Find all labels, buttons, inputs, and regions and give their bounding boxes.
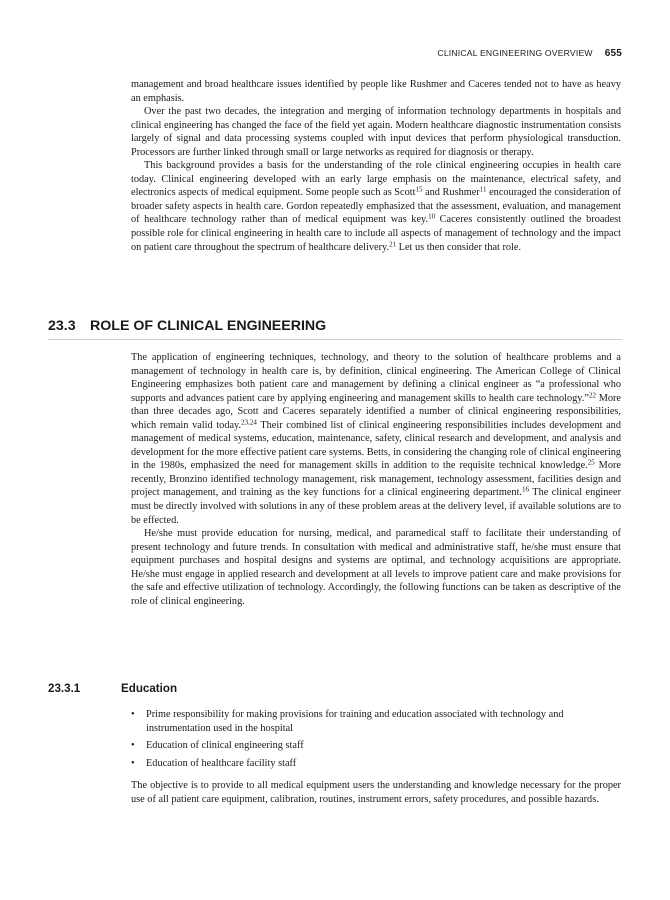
section-title: ROLE OF CLINICAL ENGINEERING bbox=[90, 318, 327, 334]
list-item: • Prime responsibility for making provisions for training and education associated with technology and instrumentation used in the hospital bbox=[131, 709, 564, 734]
section-heading bbox=[48, 318, 622, 340]
citation-ref: 25 bbox=[587, 458, 595, 467]
citation-ref: 22 bbox=[588, 391, 596, 400]
intro-paragraph-3: This background provides a basis for the understanding of the role clinical engineering occupies in health care today. Clinical engineering developed with an early large emphasis on the maintenance, electrical safety, and electronics aspects of medical equipment. Some people such as Scott$^{15}$ and Rushmer$^{11}$ encouraged the consideration of broader safety aspects in health care. Gordon repeatedly emphasized that the assessment, evaluation, and management of healthcare technology rather than of medical equipment was key.$^{10}$ Caceres consistently outlined the broadest possible role for clinical engineering in health care to include all aspects of management of technology and the impact on patient care throughout the spectrum of healthcare delivery.$^{21}$ Let us then consider that role. bbox=[131, 160, 622, 253]
subsection-number: 23.3.1 bbox=[48, 682, 81, 695]
subsection-body bbox=[131, 708, 621, 806]
intro-paragraph-1: management and broad healthcare issues identified by people like Rushmer and Caceres tended not to have as heavy an emphasis. bbox=[131, 79, 621, 104]
bullet-list bbox=[131, 708, 621, 770]
intro-paragraph-2: Over the past two decades, the integration and merging of information technology departments in hospitals and clinical engineering has changed the face of the field yet again. Modern healthcare diagnostic instrumentation consists largely of signal and data processing systems coupled with input devices that perform physiological transduction. Processors are further linked through small or large networks as required for diagnosis or therapy. bbox=[131, 106, 621, 158]
citation-ref: 23,24 bbox=[241, 418, 257, 427]
bullet-icon: • bbox=[131, 740, 135, 752]
citation-ref: 11 bbox=[479, 185, 487, 194]
section-paragraph-2: He/she must provide education for nursing, medical, and paramedical staff to facilitate their understanding of present technology and future trends. In consultation with medical and administrative staff, he/she must ensure that equipment purchases and hospital designs and systems are optimal, and technology acquisitions are appropriate. He/she must engage in applied research and development at all levels to improve patient care and make provisions for the safe and effective utilization of technology. Accordingly, the following functions can be taken as descriptive of the role of clinical engineering. bbox=[131, 528, 621, 607]
subsection-title: Education bbox=[121, 682, 178, 695]
list-item: • Education of clinical engineering staff bbox=[131, 740, 304, 752]
subsection-heading bbox=[48, 682, 622, 695]
section-number: 23.3 bbox=[48, 318, 76, 334]
bullet-icon: • bbox=[131, 709, 135, 720]
bullet-icon: • bbox=[131, 757, 135, 769]
section-paragraph-1: The application of engineering techniques, technology, and theory to the solution of healthcare problems and a management of technology in health care is, by definition, clinical engineering. The American College of Clinical Engineering emphasizes both patient care and management by defining a clinical engineer as “a professional who supports and advances patient care by applying engineering and management skills to health care technology.”$^{22}$ More than three decades ago, Scott and Caceres separately identified a number of clinical engineering responsibilities, which remain valid today.$^{23,24}$ Their combined list of clinical engineering responsibilities includes development and management of medical systems, education, maintenance, safety, clinical research and development, and analysis and development for the more effective patient care systems. Betts, in considering the changing role of clinical engineering in the 1980s, emphasized the need for management skills in addition to the requisite technical knowledge.$^{25}$ More recently, Bronzino identified technology management, risk management, technology assessment, facilities design and project management, and training as the key functions for a clinical engineering department.$^{16}$ The clinical engineer must be directly involved with solutions in any of these problem areas at the delivery level, if available solutions are to be effected. bbox=[131, 352, 621, 526]
running-head bbox=[437, 48, 622, 59]
citation-ref: 10 bbox=[428, 212, 436, 221]
subsection-paragraph: The objective is to provide to all medical equipment users the understanding and knowledge necessary for the proper use of all patient care equipment, calibration, routines, instrument errors, safety procedures, and possible hazards. bbox=[131, 780, 621, 805]
intro-block bbox=[131, 78, 621, 254]
running-head-title: CLINICAL ENGINEERING OVERVIEW bbox=[437, 48, 593, 58]
citation-ref: 16 bbox=[522, 485, 530, 494]
section-body bbox=[131, 351, 621, 608]
citation-ref: 15 bbox=[415, 185, 423, 194]
page-number: 655 bbox=[604, 48, 622, 59]
list-item: • Education of healthcare facility staff bbox=[131, 757, 297, 769]
citation-ref: 21 bbox=[389, 240, 397, 249]
